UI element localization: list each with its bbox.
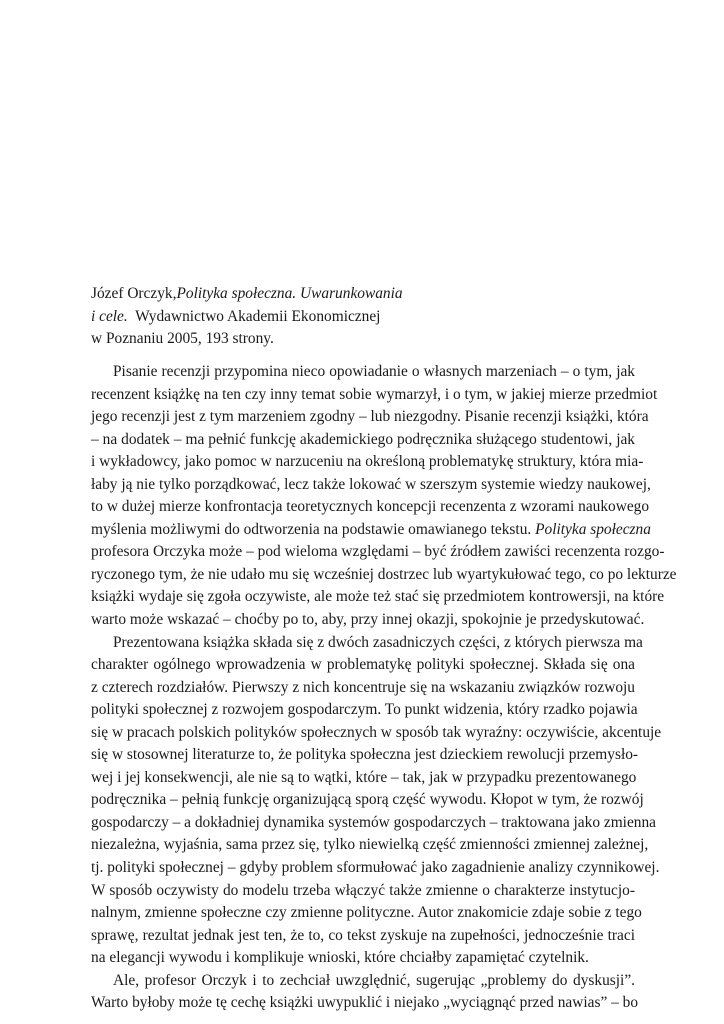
reference-author: Józef Orczyk, <box>91 285 177 302</box>
reference-title-part2: i cele. <box>91 307 128 325</box>
italic-title: Polityka społeczna <box>535 520 651 538</box>
paragraph-line: tj. polityki społecznej – gdyby problem sformułować jako zagadnienie analizy czynnikowej. <box>91 859 660 877</box>
review-body <box>91 361 677 1015</box>
reference-publisher: Wydawnictwo Akademii Ekonomicznej <box>135 307 381 325</box>
paragraph-line: to w dużej mierze konfrontacja teoretycznych koncepcji recenzenta z wzorami naukowego <box>91 498 650 516</box>
paragraph-line: Prezentowana książka składa się z dwóch zasadniczych części, z których pierwsza ma <box>113 633 643 651</box>
reference-line-2 <box>91 306 391 329</box>
paragraph-line: z czterech rozdziałów. Pierwszy z nich koncentruje się na wskazaniu związków rozwoju <box>91 678 635 696</box>
paragraph-line: książki wydaje się zgoła oczywiste, ale może też stać się przedmiotem kontrowersji, na które <box>91 588 665 606</box>
paragraph-line: nalnym, zmienne społeczne czy zmienne polityczne. Autor znakomicie zdaje sobie z tego <box>91 904 642 922</box>
paragraph-line: jego recenzji jest z tym marzeniem zgodny – lub niezgodny. Pisanie recenzji książki, która <box>91 408 649 426</box>
paragraph-line: ryczonego tym, że nie udało mu się wcześniej dostrzec lub wyartykułować tego, co po lekturze <box>91 565 677 583</box>
paragraph-line: Ale, profesor Orczyk i to zechciał uwzględnić, sugerując „problemy do dyskusji”. <box>113 971 635 989</box>
paragraph-line: niezależna, wyjaśnia, sama przez się, tylko niewielką część zmienności zmiennej zależnej, <box>91 836 649 854</box>
paragraph-line: łaby ją nie tylko porządkować, lecz także lokować w szerszym systemie wiedzy naukowej, <box>91 475 651 493</box>
paragraph-line: warto może wskazać – choćby po to, aby, przy innej okazji, spokojnie je przedyskutować. <box>91 611 645 629</box>
paragraph-line: podręcznika – pełnią funkcję organizującą sporą część wywodu. Kłopot w tym, że rozwój <box>91 791 644 809</box>
reference-line-1 <box>91 283 403 306</box>
paragraph-line: W sposób oczywisty do modelu trzeba włączyć także zmienne o charakterze instytucjo- <box>91 881 635 899</box>
paragraph-line: recenzent książkę na ten czy inny temat sobie wymarzył, i o tym, w jakiej mierze przedmiot <box>91 385 658 403</box>
paragraph-line: Warto byłoby może tę cechę książki uwypuklić i niejako „wyciągnąć przed nawias” – bo <box>91 994 639 1012</box>
paragraph-line: sprawę, rezultat jednak jest ten, że to, co tekst zyskuje na zupełności, jednocześnie traci <box>91 926 635 944</box>
reference-title-part1: Polityka społeczna. Uwarunkowania <box>176 285 403 302</box>
paragraph-line: na elegancji wywodu i komplikuje wnioski, które chciałby zapamiętać czytelnik. <box>91 949 589 967</box>
book-reference <box>91 283 403 351</box>
paragraph-line: się w pracach polskich polityków społecznych w sposób tak wyraźny: oczywiście, akcentuje <box>91 723 662 741</box>
paragraph-line-with-italic <box>91 519 651 542</box>
paragraph-line: gospodarczy – a dokładniej dynamika systemów gospodarczych – traktowana jako zmienna <box>91 813 657 831</box>
paragraph-line: polityki społecznej z rozwojem gospodarczym. To punkt widzenia, który rzadko pojawia <box>91 701 638 719</box>
paragraph-line: się w stosownej literaturze to, że polityka społeczna jest dzieckiem rewolucji przemysło- <box>91 746 639 764</box>
paragraph-line: profesora Orczyka może – pod wieloma względami – być źródłem zawiści recenzenta rozgo- <box>91 543 665 561</box>
paragraph-line: Pisanie recenzji przypomina nieco opowiadanie o własnych marzeniach – o tym, jak <box>113 363 635 380</box>
paragraph-line: i wykładowcy, jako pomoc w narzuceniu na określoną problematykę struktury, która mia- <box>91 453 644 471</box>
paragraph-line: charakter ogólnego wprowadzenia w problematykę polityki społecznej. Składa się ona <box>91 656 635 674</box>
paragraph-line: – na dodatek – ma pełnić funkcję akademickiego podręcznika służącego studentowi, jak <box>91 430 635 448</box>
reference-line-3: w Poznaniu 2005, 193 strony. <box>91 330 274 347</box>
paragraph-line-text: myślenia możliwymi do odtworzenia na podstawie omawianego tekstu. <box>91 520 532 538</box>
paragraph-line: wej i jej konsekwencji, ale nie są to wątki, które – tak, jak w przypadku prezentowanego <box>91 768 637 786</box>
